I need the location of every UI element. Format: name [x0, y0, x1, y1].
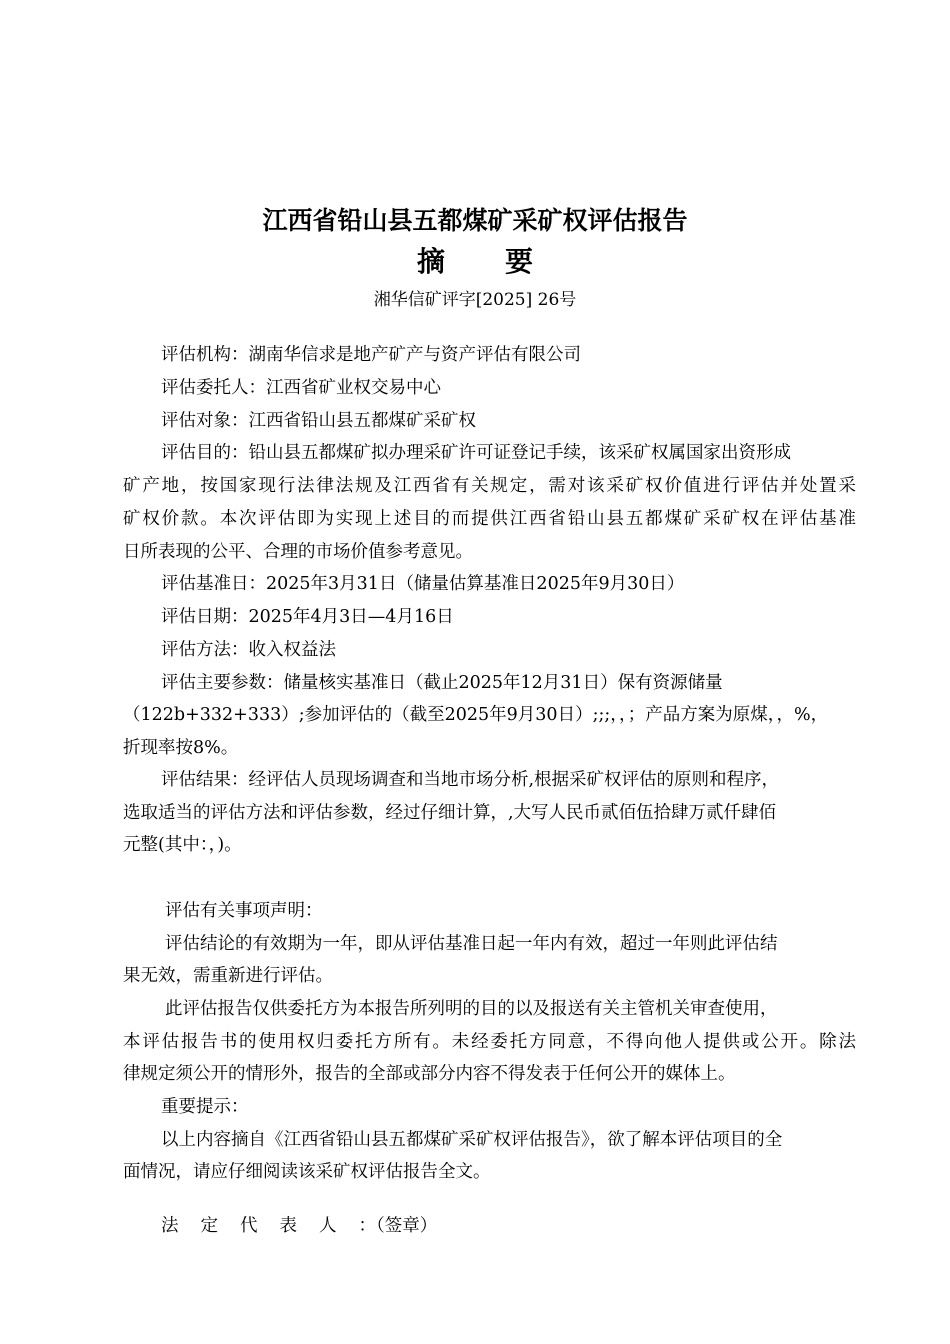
- evaluation-purpose-line-4: 日所表现的公平、合理的市场价值参考意见。: [123, 542, 473, 562]
- statement-usage-line-2: 本评估报告书的使用权归委托方所有。未经委托方同意，不得向他人提供或公开。除法: [123, 1032, 856, 1052]
- evaluation-institution: 评估机构：湖南华信求是地产矿产与资产评估有限公司: [161, 345, 581, 365]
- report-subtitle: 摘要: [416, 245, 593, 278]
- main-parameters-line-3: 折现率按8%。: [123, 738, 239, 758]
- document-number: 湘华信矿评字[2025] 26号: [373, 290, 577, 310]
- evaluation-result-line-3: 元整(其中：，)。: [123, 835, 242, 855]
- important-note-line-1: 以上内容摘自《江西省铅山县五都煤矿采矿权评估报告》，欲了解本评估项目的全: [161, 1130, 783, 1150]
- evaluation-result-line-2: 选取适当的评估方法和评估参数，经过仔细计算，,大写人民币贰佰伍拾肆万贰仟肆佰: [123, 803, 777, 823]
- evaluation-purpose-line-2: 矿产地，按国家现行法律法规及江西省有关规定，需对该采矿权价值进行评估并处置采: [123, 476, 856, 496]
- evaluation-client: 评估委托人：江西省矿业权交易中心: [161, 378, 441, 398]
- statement-heading: 评估有关事项声明：: [165, 901, 323, 921]
- statement-usage-line-3: 律规定须公开的情形外，报告的全部或部分内容不得发表于任何公开的媒体上。: [123, 1064, 736, 1084]
- important-note-line-2: 面情况，请应仔细阅读该采矿权评估报告全文。: [123, 1162, 491, 1182]
- statement-validity-line-1: 评估结论的有效期为一年，即从评估基准日起一年内有效，超过一年则此评估结: [165, 934, 778, 954]
- evaluation-result-line-1: 评估结果：经评估人员现场调查和当地市场分析,根据采矿权评估的原则和程序，: [161, 770, 780, 790]
- signature-colon: ：: [358, 1216, 376, 1236]
- signature-note: （签章）: [376, 1216, 438, 1236]
- evaluation-base-date: 评估基准日：2025年3月31日（储量估算基准日2025年9月30日）: [161, 574, 685, 594]
- evaluation-object: 评估对象：江西省铅山县五都煤矿采矿权: [161, 411, 476, 431]
- evaluation-purpose-line-3: 矿权价款。本次评估即为实现上述目的而提供江西省铅山县五都煤矿采矿权在评估基准: [123, 509, 856, 529]
- legal-representative-label: 法定代表人: [161, 1216, 359, 1236]
- evaluation-method: 评估方法：收入权益法: [161, 640, 336, 660]
- evaluation-purpose-line-1: 评估目的：铅山县五都煤矿拟办理采矿许可证登记手续，该采矿权属国家出资形成: [161, 443, 791, 463]
- main-parameters-line-1: 评估主要参数：储量核实基准日（截止2025年12月31日）保有资源储量: [161, 673, 723, 693]
- report-title: 江西省铅山县五都煤矿采矿权评估报告: [262, 206, 688, 235]
- statement-validity-line-2: 果无效，需重新进行评估。: [123, 966, 333, 986]
- important-note-heading: 重要提示：: [161, 1097, 249, 1117]
- statement-usage-line-1: 此评估报告仅供委托方为本报告所列明的目的以及报送有关主管机关审查使用，: [165, 999, 778, 1019]
- main-parameters-line-2: （122b+332+333）;参加评估的（截至2025年9月30日）;;;，，；产品方案为原煤，，%，: [123, 705, 829, 725]
- evaluation-date: 评估日期：2025年4月3日—4月16日: [161, 607, 454, 627]
- legal-representative-signature: [161, 1210, 437, 1242]
